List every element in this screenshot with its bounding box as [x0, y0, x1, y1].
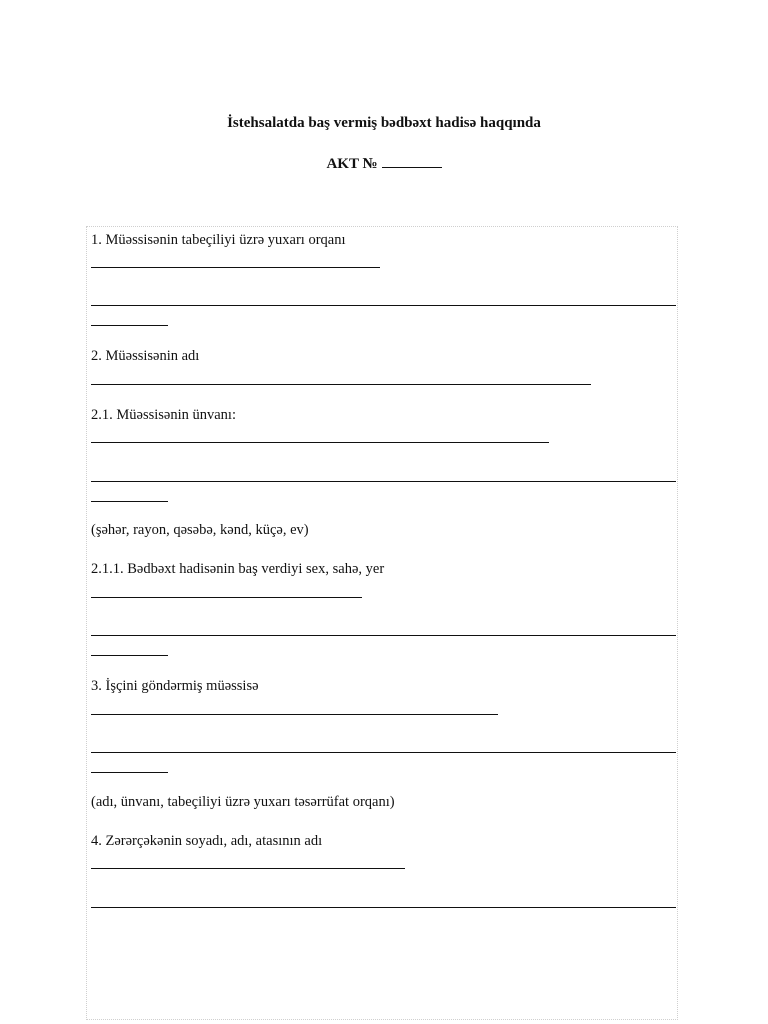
section-2-1-blank-line: [91, 442, 549, 443]
section-2-1-1-blank-line-full: [91, 635, 676, 636]
section-1-blank-line: [91, 267, 380, 268]
section-3-blank-line-full: [91, 752, 676, 753]
section-2-1-label: 2.1. Müəssisənin ünvanı:: [91, 407, 236, 423]
section-3-blank-line: [91, 714, 498, 715]
form-box: [86, 226, 678, 1020]
section-1-blank-line-full: [91, 305, 676, 306]
section-2-1-hint: (şəhər, rayon, qəsəbə, kənd, küçə, ev): [91, 522, 309, 538]
section-4-blank-line: [91, 868, 405, 869]
section-2-1-1-label: 2.1.1. Bədbəxt hadisənin baş verdiyi sex, sahə, yer: [91, 561, 385, 577]
section-3-hint: (adı, ünvanı, tabeçiliyi üzrə yuxarı təsərrüfat orqanı): [91, 794, 395, 810]
section-2-1-blank-line-full: [91, 481, 676, 482]
akt-label: AKT №: [326, 156, 378, 172]
section-1-blank-line-short: [91, 325, 168, 326]
document-title: İstehsalatda baş vermiş bədbəxt hadisə haqqında: [227, 115, 541, 131]
section-4-blank-line-full: [91, 907, 676, 908]
section-1-label: 1. Müəssisənin tabeçiliyi üzrə yuxarı orqanı: [91, 232, 346, 248]
section-2-1-blank-line-short: [91, 501, 168, 502]
akt-number-blank: [382, 154, 442, 168]
section-2-blank-line: [91, 384, 591, 385]
section-4-label: 4. Zərərçəkənin soyadı, adı, atasının adı: [91, 833, 323, 849]
section-3-blank-line-short: [91, 772, 168, 773]
section-2-1-1-blank-line: [91, 597, 362, 598]
section-2-1-1-blank-line-short: [91, 655, 168, 656]
section-2-label: 2. Müəssisənin adı: [91, 348, 200, 364]
akt-heading: [0, 154, 768, 173]
section-3-label: 3. İşçini göndərmiş müəssisə: [91, 678, 259, 694]
